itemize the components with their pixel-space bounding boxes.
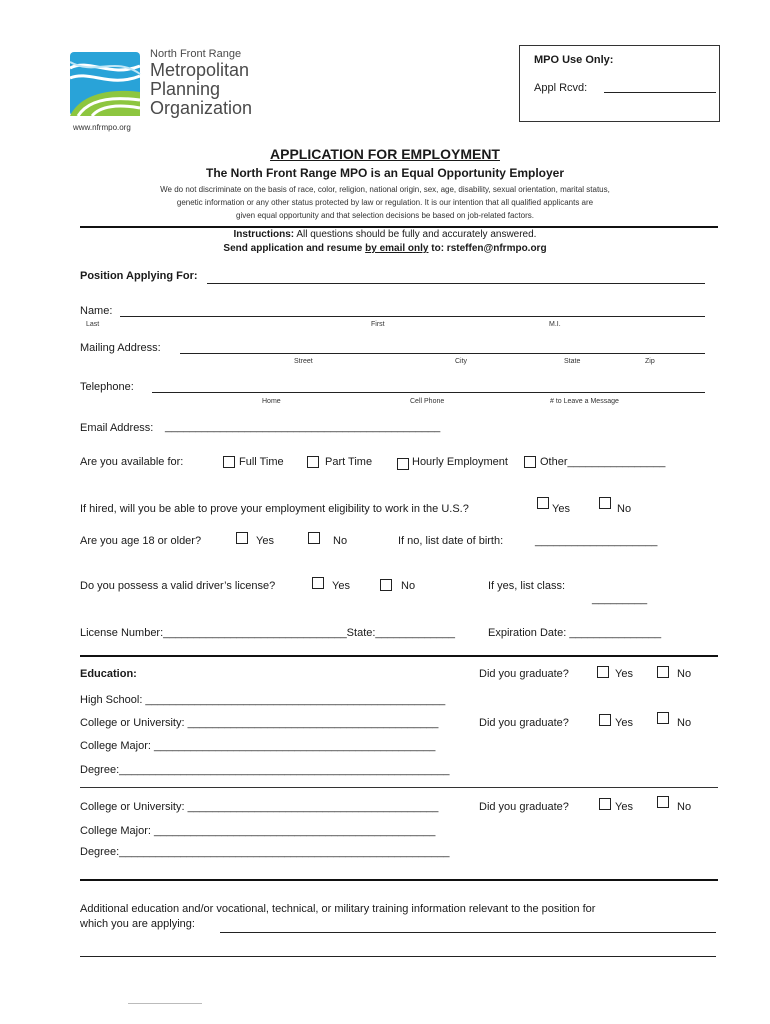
- graduate-3-yes-checkbox[interactable]: [599, 798, 611, 810]
- name-field[interactable]: [120, 316, 705, 317]
- age-yes-label: Yes: [256, 535, 274, 547]
- tel-message-caption: # to Leave a Message: [550, 398, 619, 405]
- divider-education: [80, 655, 718, 657]
- expiration-field[interactable]: Expiration Date: _______________: [488, 627, 662, 639]
- eligibility-question: If hired, will you be able to prove your employment eligibility to work in the U.S.?: [80, 503, 469, 515]
- additional-field-2[interactable]: [80, 956, 716, 957]
- additional-text-1: Additional education and/or vocational, technical, or military training information relevant to the position for: [80, 903, 596, 915]
- instructions-label: Instructions:: [233, 229, 295, 240]
- disclaimer-line-2: genetic information or any other status protected by law or regulation. It is our intention that all qualified applicants are: [176, 198, 594, 207]
- college-major-field[interactable]: College Major: ______________________________________________: [80, 740, 436, 752]
- graduate-question-3: Did you graduate?: [479, 801, 569, 813]
- age-yes-checkbox[interactable]: [236, 532, 248, 544]
- email-field[interactable]: _____________________________________________: [165, 421, 441, 433]
- position-label: Position Applying For:: [80, 270, 198, 282]
- license-class-field[interactable]: _________: [592, 593, 648, 605]
- send-instructions: [0, 243, 770, 254]
- appl-rcvd-field[interactable]: [604, 92, 716, 93]
- tel-home-caption: Home: [262, 398, 281, 405]
- age-no-label: No: [333, 535, 348, 547]
- hourly-checkbox[interactable]: [397, 458, 409, 470]
- license-no-label: No: [401, 580, 416, 592]
- eligibility-no-label: No: [617, 503, 632, 515]
- telephone-field[interactable]: [152, 392, 705, 393]
- eoe-subtitle: The North Front Range MPO is an Equal Opportunity Employer: [205, 166, 565, 180]
- disclaimer-line-1: We do not discriminate on the basis of race, color, religion, national origin, sex, age, disability, sexual orientation, marital status,: [160, 185, 610, 194]
- part-time-checkbox[interactable]: [307, 456, 319, 468]
- eligibility-yes-label: Yes: [552, 503, 570, 515]
- mailing-label: Mailing Address:: [80, 342, 161, 354]
- other-label[interactable]: Other________________: [540, 456, 666, 468]
- send-underlined: by email only: [365, 243, 429, 254]
- mail-state-caption: State: [564, 358, 581, 365]
- send-prefix: Send application and resume: [223, 243, 366, 254]
- license-number-field[interactable]: License Number:______________________________State:_____________: [80, 627, 455, 639]
- graduate-1-no-label: No: [677, 668, 692, 680]
- graduate-3-no-checkbox[interactable]: [657, 796, 669, 808]
- name-mi-caption: M.I.: [549, 321, 561, 328]
- graduate-1-no-checkbox[interactable]: [657, 666, 669, 678]
- disclaimer-line-3: given equal opportunity and that selection decisions be based on job-related factors.: [236, 211, 534, 220]
- org-name-line4: Organization: [150, 98, 253, 118]
- other-checkbox[interactable]: [524, 456, 536, 468]
- name-label: Name:: [80, 305, 113, 317]
- org-logo: [70, 48, 270, 120]
- additional-field-1[interactable]: [220, 932, 716, 933]
- education-heading: Education:: [80, 668, 137, 680]
- college-field[interactable]: College or University: _________________________________________: [80, 717, 439, 729]
- high-school-field[interactable]: High School: _________________________________________________: [80, 694, 446, 706]
- mpo-use-only-box: [519, 45, 720, 122]
- age-no-checkbox[interactable]: [308, 532, 320, 544]
- mail-city-caption: City: [455, 358, 468, 365]
- eligibility-no-checkbox[interactable]: [599, 497, 611, 509]
- hourly-label: Hourly Employment: [412, 456, 508, 468]
- age-question: Are you age 18 or older?: [80, 535, 202, 547]
- license-class-label: If yes, list class:: [488, 580, 566, 592]
- college-2-field[interactable]: College or University: _________________________________________: [80, 801, 439, 813]
- availability-label: Are you available for:: [80, 456, 184, 468]
- dob-label: If no, list date of birth:: [398, 535, 504, 547]
- part-time-label: Part Time: [325, 456, 373, 468]
- mail-zip-caption: Zip: [645, 358, 655, 365]
- graduate-1-yes-checkbox[interactable]: [597, 666, 609, 678]
- license-yes-label: Yes: [332, 580, 350, 592]
- instructions-line: [0, 229, 770, 240]
- org-name-line1: North Front Range: [150, 48, 242, 60]
- org-name-line2: Metropolitan: [150, 60, 250, 80]
- eligibility-yes-checkbox[interactable]: [537, 497, 549, 509]
- divider-additional: [80, 879, 718, 881]
- graduate-2-no-label: No: [677, 717, 692, 729]
- graduate-2-yes-checkbox[interactable]: [599, 714, 611, 726]
- appl-rcvd-label: Appl Rcvd:: [534, 82, 588, 94]
- tel-cell-caption: Cell Phone: [410, 398, 445, 405]
- name-first-caption: First: [371, 321, 385, 328]
- website-link[interactable]: www.nfrmpo.org: [73, 123, 131, 132]
- name-last-caption: Last: [86, 321, 100, 328]
- graduate-question-1: Did you graduate?: [479, 668, 569, 680]
- telephone-label: Telephone:: [80, 381, 134, 393]
- mailing-field[interactable]: [180, 353, 705, 354]
- mpo-box-title: MPO Use Only:: [534, 54, 614, 66]
- page-title: APPLICATION FOR EMPLOYMENT: [270, 146, 500, 162]
- divider-top: [80, 226, 718, 228]
- graduate-3-no-label: No: [677, 801, 692, 813]
- logo-graphic-icon: [70, 48, 142, 120]
- full-time-checkbox[interactable]: [223, 456, 235, 468]
- graduate-1-yes-label: Yes: [615, 668, 633, 680]
- position-field[interactable]: [207, 283, 705, 284]
- degree-2-field[interactable]: Degree:______________________________________________________: [80, 846, 450, 858]
- divider-thin: [80, 787, 718, 788]
- footer-line: [128, 1003, 202, 1004]
- license-question: Do you possess a valid driver’s license?: [80, 580, 276, 592]
- instructions-text: All questions should be fully and accurately answered.: [294, 229, 537, 240]
- additional-text-2: which you are applying:: [80, 918, 195, 930]
- license-yes-checkbox[interactable]: [312, 577, 324, 589]
- dob-field[interactable]: ____________________: [535, 535, 658, 547]
- full-time-label: Full Time: [239, 456, 284, 468]
- college-major-2-field[interactable]: College Major: ______________________________________________: [80, 825, 436, 837]
- graduate-3-yes-label: Yes: [615, 801, 633, 813]
- degree-field[interactable]: Degree:______________________________________________________: [80, 764, 450, 776]
- license-no-checkbox[interactable]: [380, 579, 392, 591]
- mail-street-caption: Street: [294, 358, 313, 365]
- email-label: Email Address:: [80, 422, 154, 434]
- graduate-2-no-checkbox[interactable]: [657, 712, 669, 724]
- send-email: to: rsteffen@nfrmpo.org: [428, 243, 547, 254]
- org-name-line3: Planning: [150, 79, 221, 99]
- graduate-2-yes-label: Yes: [615, 717, 633, 729]
- graduate-question-2: Did you graduate?: [479, 717, 569, 729]
